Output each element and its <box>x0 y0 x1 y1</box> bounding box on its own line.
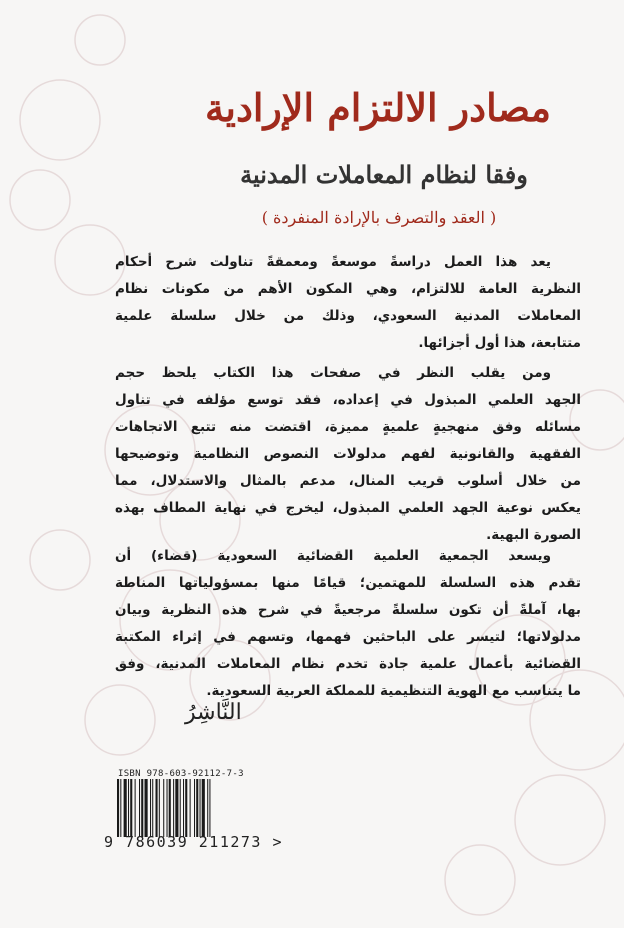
text-line: مسائله وفق منهجيةٍ علميةٍ مميزة، اقتضت منه تتبع الاتجاهات <box>115 419 581 435</box>
text-line: ما يتناسب مع الهوية التنظيمية للمملكة العربية السعودية. <box>206 683 581 699</box>
barcode-bar <box>120 779 121 837</box>
barcode-bar <box>202 779 205 837</box>
text-line: ومن يقلب النظر في صفحات هذا الكتاب يلحظ حجم <box>115 365 551 381</box>
paragraph-2 <box>115 360 581 549</box>
text-line: يعكس نوعية الجهد العلمي المبذول، ليخرج في نهاية المطاف بهذه <box>115 500 581 516</box>
barcode <box>117 779 243 837</box>
text-line: النظرية العامة للالتزام، وهي المكون الأهم من مكونات نظام <box>115 281 581 297</box>
barcode-bar <box>159 779 160 837</box>
barcode-bar <box>124 779 127 837</box>
barcode-bar <box>200 779 201 837</box>
barcode-bar <box>152 779 153 837</box>
text-line: ويسعد الجمعية العلمية القضائية السعودية (قضاء) أن <box>115 548 551 564</box>
text-line: مدلولاتها؛ لتيسر على الباحثين فهمها، وتسهم في إثراء المكتبة <box>115 629 581 645</box>
barcode-bar <box>173 779 174 837</box>
isbn-label: ISBN 978-603-92112-7-3 <box>118 769 244 779</box>
text-line: بها، آملةً أن تكون سلسلةً مرجعيةً في شرح هذه النظرية وبيان <box>115 602 581 618</box>
barcode-bar <box>156 779 158 837</box>
text-line: الجهد العلمي المبذول في إعداده، فقد توسع مؤلفه في تناول <box>115 392 581 408</box>
publisher-signature: النَّاشِرُ <box>185 700 242 725</box>
barcode-bar <box>196 779 198 837</box>
barcode-bar <box>141 779 143 837</box>
barcode-bar <box>207 779 208 837</box>
barcode-bar <box>150 779 151 837</box>
text-line: من خلال أسلوب قريب المنال، مدعم بالمثال والاستدلال، مما <box>115 473 581 489</box>
barcode-bar <box>130 779 132 837</box>
paragraph-1 <box>115 249 581 357</box>
book-title: مصادر الالتزام الإرادية <box>205 85 551 130</box>
book-subsubtitle: ( العقد والتصرف بالإرادة المنفردة ) <box>261 208 497 227</box>
barcode-bar <box>209 779 210 837</box>
barcode-bar <box>167 779 168 837</box>
barcode-bar <box>183 779 184 837</box>
text-line: المعاملات المدنية السعودي، وذلك من خلال سلسلة علمية <box>115 308 581 324</box>
barcode-bar <box>145 779 148 837</box>
barcode-bar <box>185 779 187 837</box>
barcode-bar <box>175 779 178 837</box>
barcode-bar <box>128 779 129 837</box>
barcode-digits: 9 786039 211273 > <box>104 833 284 851</box>
text-line: القضائية بأعمال علمية جادة تخدم نظام المعاملات المدنية، وفق <box>115 656 581 672</box>
barcode-bar <box>117 779 119 837</box>
barcode-bar <box>139 779 140 837</box>
barcode-bar <box>194 779 195 837</box>
text-line: الفقهية والقانونية لفهم مدلولات النصوص النظامية وتوضيحها <box>115 446 581 462</box>
text-line: تقدم هذه السلسلة للمهتمين؛ قيامًا منها بمسؤولياتها المناطة <box>115 575 581 591</box>
barcode-bar <box>180 779 181 837</box>
barcode-bar <box>190 779 191 837</box>
book-subtitle: وفقا لنظام المعاملات المدنية <box>240 160 528 189</box>
barcode-bar <box>163 779 164 837</box>
paragraph-3 <box>115 543 581 705</box>
text-line: متتابعة، هذا أول أجزائها. <box>418 335 581 351</box>
barcode-bar <box>169 779 171 837</box>
text-line: يعد هذا العمل دراسةً موسعةً ومعمقةً تناولت شرح أحكام <box>115 254 551 270</box>
barcode-bar <box>135 779 136 837</box>
text-line: الصورة البهية. <box>486 527 581 543</box>
